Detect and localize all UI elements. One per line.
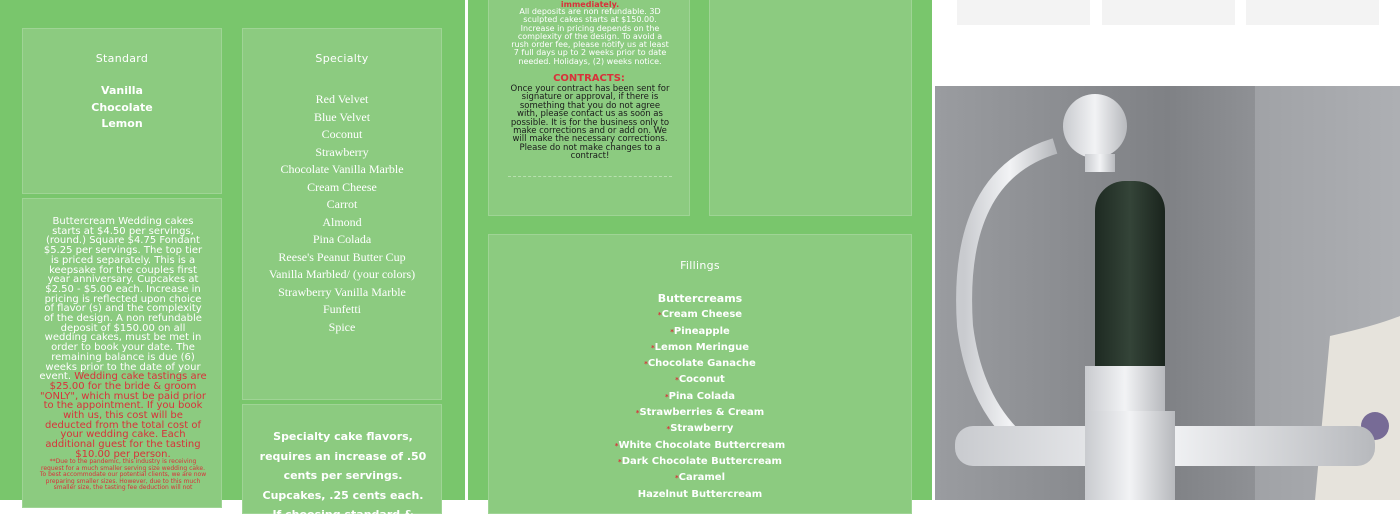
flavor-item: Lemon [101, 117, 143, 130]
bullet: * [664, 392, 669, 401]
standard-flavors-panel [22, 28, 222, 194]
sword-cake-illustration [935, 86, 1400, 500]
fillings-group-heading: Buttercreams [657, 292, 743, 305]
filling-item: *White Chocolate Buttercream [614, 439, 786, 451]
bullet: * [618, 457, 622, 466]
filling-item: *Caramel [674, 472, 726, 484]
pricing-panel [22, 198, 222, 508]
specialty-flavors-panel [242, 28, 442, 400]
empty-panel [709, 0, 912, 216]
flavor-item: Strawberry [315, 144, 369, 159]
bullet: * [635, 409, 640, 418]
bullet: * [651, 343, 655, 352]
deposit-text: All deposits are non refundable. 3D sculpted cakes starts at $150.00. Increase in pricing depends on the complexity of the design. To avoid a rush order fee, please notify us at least 7 full days up to 2 weeks prior to date needed. Holidays, (2) weeks notice. [511, 7, 669, 66]
flavor-item: Spice [328, 319, 356, 334]
flavor-item: Vanilla [101, 84, 143, 97]
deposit-paragraph [509, 2, 671, 66]
deposit-panel [488, 0, 690, 216]
thumbnail-placeholder[interactable] [957, 0, 1090, 25]
filling-item: *Lemon Meringue [651, 341, 749, 353]
bullet: * [675, 376, 679, 385]
flavor-item: Vanilla Marbled/ (your colors) [268, 267, 416, 281]
flavor-item: Coconut [321, 127, 363, 141]
bullet: * [644, 360, 648, 369]
standard-title: Standard [95, 52, 149, 65]
flavor-item: Almond [322, 214, 362, 229]
flavor-item: Carrot [326, 197, 358, 211]
specialty-flavor-list [243, 91, 441, 336]
contracts-text: Once your contract has been sent for signature or approval, if there is something that you do not agree with, please contact us as soon as possible. It is for the business only to make corrections and or add on. We will make the necessary corrections. Please do not make changes to a contract! [510, 84, 670, 162]
filling-item: *Pineapple [670, 325, 730, 337]
thumbnail-placeholder[interactable] [1102, 0, 1235, 25]
flavor-item: Red Velvet [315, 92, 369, 106]
image-column [935, 0, 1400, 500]
menu-column-middle [468, 0, 932, 500]
bullet: * [674, 474, 679, 483]
flavor-item: Cream Cheese [307, 179, 377, 194]
divider [508, 176, 672, 177]
filling-item: *Strawberries & Cream [635, 407, 765, 419]
filling-item: *Pina Colada [664, 390, 736, 402]
fillings-title: Fillings [680, 259, 720, 272]
tasting-text: Wedding cake tastings are $25.00 for the bride & groom "ONLY", which must be paid prior to the appointment. If you book with us, this cost will be deducted from the total cost of your wedding cake. Each additional guest for the tasting $10.00 per person. [40, 371, 207, 460]
pandemic-note: **Due to the pandemic, this industry is receiving request for a much smaller serving size wedding cake. To best accommodate our potential clients, we are now preparing smaller sizes. However, due to this much smaller size, the tasting fee deduction will not [39, 458, 207, 491]
filling-item: *Coconut [675, 374, 725, 386]
thumbnail-placeholder[interactable] [1246, 0, 1379, 25]
menu-column-left [0, 0, 465, 521]
bullet: * [657, 311, 662, 320]
bullet: * [666, 425, 671, 434]
flavor-item: Blue Velvet [313, 109, 371, 124]
flavor-item: Chocolate Vanilla Marble [280, 162, 404, 176]
filling-item: Hazelnut Buttercream [637, 488, 763, 500]
flavor-item: Funfetti [323, 302, 361, 316]
flavor-item: Chocolate [91, 100, 153, 114]
specialty-note: Specialty cake flavors, requires an increase of .50 cents per servings. Cupcakes, .25 cents each. If choosing standard & [259, 430, 427, 521]
filling-item: *Dark Chocolate Buttercream [618, 455, 782, 467]
bullet: * [614, 441, 619, 450]
flavor-item: Pina Colada [312, 232, 372, 246]
deposit-partial-heading: immediately. [560, 0, 620, 9]
flavor-item: Reese's Peanut Butter Cup [278, 249, 406, 264]
contracts-heading: CONTRACTS: [553, 73, 625, 84]
bullet: * [670, 327, 674, 336]
pricing-text: Buttercream Wedding cakes starts at $4.50 per servings, (round.) Square $4.75 Fondant $5.25 per servings. The top tier is priced separately. This is a keepsake for the couples first year anniversary. Cupcakes at $2.50 - $5.00 each. Increase in pricing is reflected upon choice of flavor (s) and the complexity of the design. A non refundable deposit of $150.00 on all wedding cakes, must be met in order to book your date. The remaining balance is due (6) weeks prior to the date of your event. [39, 216, 203, 383]
flavor-item: Strawberry Vanilla Marble [278, 284, 406, 299]
fillings-list [489, 291, 911, 503]
specialty-note-panel [242, 404, 442, 521]
sword-cake-photo[interactable] [935, 86, 1400, 500]
pricing-paragraph [39, 217, 207, 460]
filling-item: *Cream Cheese [657, 309, 743, 321]
specialty-title: Specialty [315, 52, 369, 65]
filling-item: *Chocolate Ganache [644, 358, 756, 370]
standard-flavor-list [23, 83, 221, 133]
fillings-panel [488, 234, 912, 514]
filling-item: *Strawberry [666, 423, 734, 435]
